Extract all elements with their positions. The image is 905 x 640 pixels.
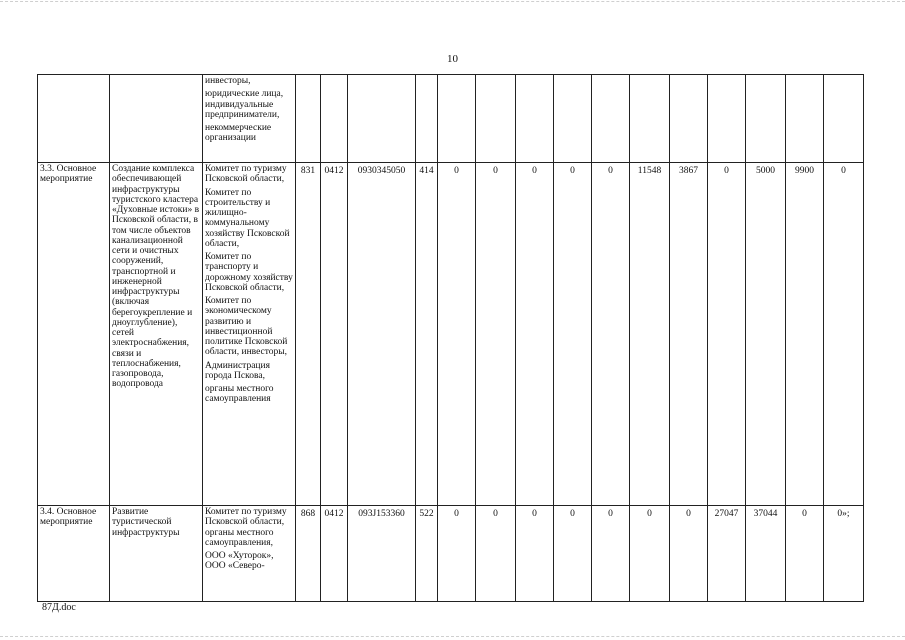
cell-empty — [416, 75, 438, 163]
cell-value: 0 — [630, 506, 670, 602]
cell-empty — [348, 75, 416, 163]
table-row-continuation — [38, 75, 864, 163]
cell-description-empty — [110, 75, 203, 163]
cell-empty — [786, 75, 824, 163]
cell-rzpr: 0412 — [321, 163, 348, 506]
cell-grbs: 831 — [296, 163, 321, 506]
scan-edge-bottom — [0, 636, 905, 639]
scan-edge-top — [0, 1, 905, 4]
table-row-3-3 — [38, 163, 864, 506]
cell-name-empty — [38, 75, 110, 163]
executor-line: Комитет по туризму Псковской области, органы местного самоуправления, — [205, 507, 287, 548]
executor-line: Комитет по туризму Псковской области, — [205, 164, 287, 185]
cell-measure-name: 3.4. Основное мероприятие — [38, 506, 110, 602]
cell-csr: 0930345050 — [348, 163, 416, 506]
cell-value: 5000 — [746, 163, 786, 506]
cell-csr: 093J153360 — [348, 506, 416, 602]
cell-value: 0 — [670, 506, 708, 602]
cell-value: 27047 — [708, 506, 746, 602]
cell-value: 0 — [516, 163, 554, 506]
cell-measure-description: Развитие туристической инфраструктуры — [110, 506, 203, 602]
cell-value: 0 — [708, 163, 746, 506]
cell-executors — [203, 506, 296, 602]
executor-line: ООО «Хуторок», ООО «Северо- — [205, 551, 274, 572]
executor-line: Администрация города Пскова, — [205, 360, 270, 381]
cell-empty — [670, 75, 708, 163]
cell-value: 11548 — [630, 163, 670, 506]
executor-line: Комитет по транспорту и дорожному хозяйству Псковской области, — [205, 252, 293, 293]
cell-empty — [438, 75, 476, 163]
executor-line: инвесторы, — [205, 76, 251, 86]
cell-vr: 414 — [416, 163, 438, 506]
cell-value: 0 — [516, 506, 554, 602]
cell-empty — [592, 75, 630, 163]
cell-measure-description: Создание комплекса обеспечивающей инфраструктуры туристского кластера «Духовные истоки» в Псковской области, в том числе объектов канализационной сети и очистных сооружений, транспортной и инженерной инфраструктуры (включая берегоукрепление и дноуглубление), сетей электроснабжения, связи и теплоснабжения, газопровода, водопровода — [110, 163, 203, 506]
executor-line: Комитет по строительству и жилищно-коммунальному хозяйству Псковской области, — [205, 187, 290, 249]
cell-executors-continuation — [203, 75, 296, 163]
cell-empty — [296, 75, 321, 163]
executor-line: юридические лица, индивидуальные предприниматели, — [205, 89, 284, 120]
cell-empty — [708, 75, 746, 163]
executor-line: Комитет по экономическому развитию и инвестиционной политике Псковской области, инвесторы, — [205, 296, 288, 358]
cell-empty — [476, 75, 516, 163]
cell-value: 37044 — [746, 506, 786, 602]
cell-empty — [824, 75, 864, 163]
cell-value: 3867 — [670, 163, 708, 506]
cell-empty — [321, 75, 348, 163]
cell-value: 0 — [476, 506, 516, 602]
page-number: 10 — [447, 53, 458, 65]
executor-line: некоммерческие организации — [205, 123, 272, 144]
cell-value: 0 — [554, 163, 592, 506]
table-row-3-4 — [38, 506, 864, 602]
cell-value: 0»; — [824, 506, 864, 602]
cell-empty — [630, 75, 670, 163]
cell-value: 0 — [592, 506, 630, 602]
cell-empty — [554, 75, 592, 163]
cell-value: 0 — [438, 163, 476, 506]
footer-filename: 87Д.doc — [42, 602, 76, 613]
cell-value: 0 — [554, 506, 592, 602]
executor-line: органы местного самоуправления — [205, 384, 274, 405]
cell-empty — [516, 75, 554, 163]
cell-grbs: 868 — [296, 506, 321, 602]
cell-value: 0 — [786, 506, 824, 602]
cell-executors — [203, 163, 296, 506]
cell-value: 0 — [438, 506, 476, 602]
cell-value: 0 — [476, 163, 516, 506]
cell-vr: 522 — [416, 506, 438, 602]
cell-empty — [746, 75, 786, 163]
cell-value: 0 — [592, 163, 630, 506]
cell-value: 9900 — [786, 163, 824, 506]
program-table — [37, 74, 864, 602]
cell-rzpr: 0412 — [321, 506, 348, 602]
cell-value: 0 — [824, 163, 864, 506]
cell-measure-name: 3.3. Основное мероприятие — [38, 163, 110, 506]
